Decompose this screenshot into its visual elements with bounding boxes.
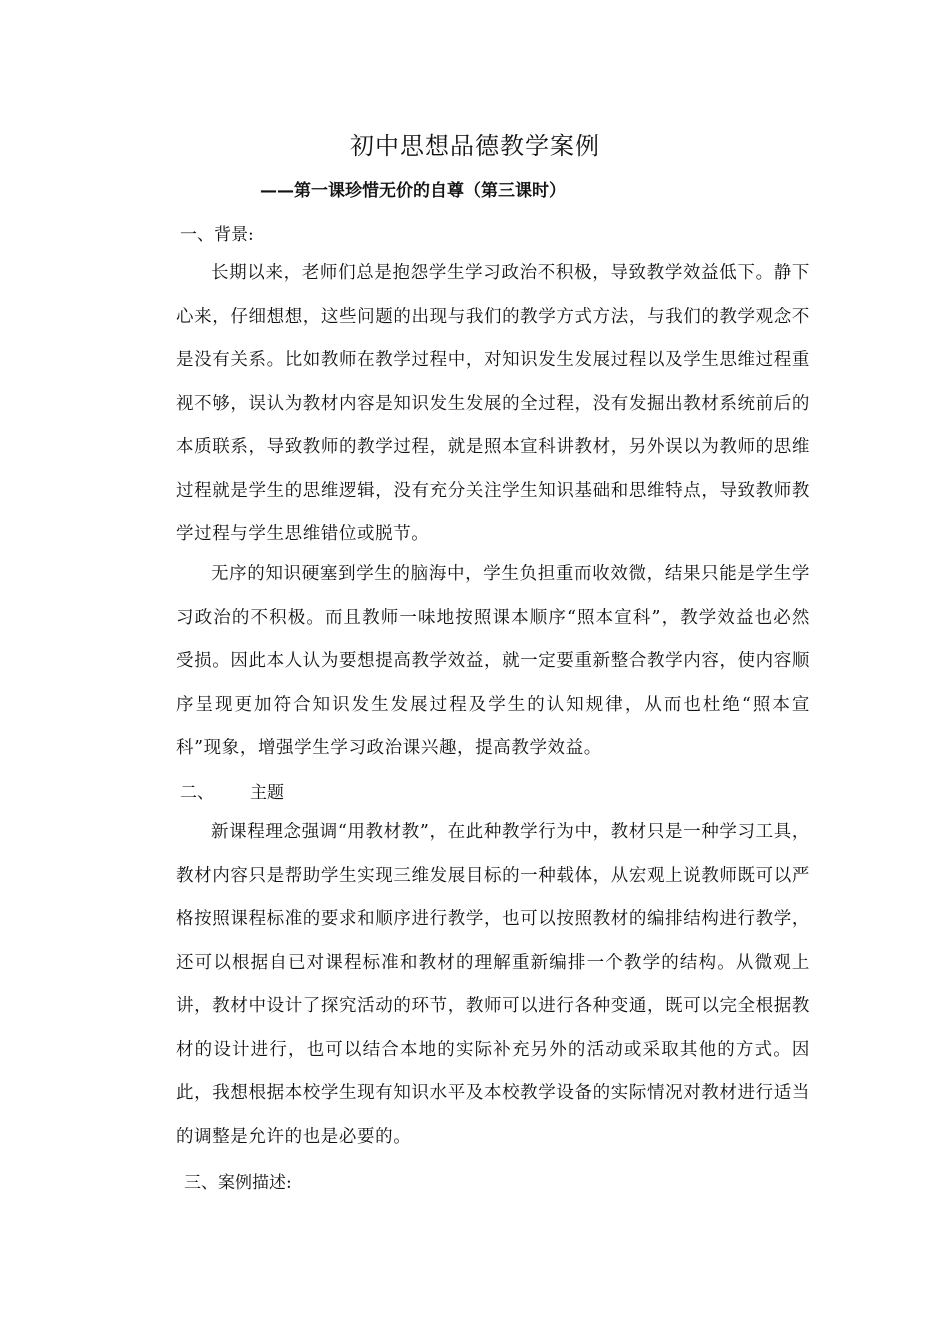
section-heading-background: 一、背景:	[180, 225, 254, 245]
paragraph: 新课程理念强调“用教材教”，在此种教学行为中，教材只是一种学习工具，教材内容只是帮助学生实现三维发展目标的一种载体，从宏观上说教师既可以严格按照课程标准的要求和顺序进行教学，也可以按照教材的编排结构进行教学，还可以根据自已对课程标准和教材的理解重新编排一个教学的结构。从微观上讲，教材中设计了探究活动的环节，教师可以进行各种变通，既可以完全根据教材的设计进行，也可以结合本地的实际补充另外的活动或采取其他的方式。因此，我想根据本校学生现有知识水平及本校教学设备的实际情况对教材进行适当的调整是允许的也是必要的。	[176, 822, 810, 1147]
section-heading-number: 二、	[180, 783, 214, 803]
paragraph: 长期以来，老师们总是抱怨学生学习政治不积极，导致教学效益低下。静下心来，仔细想想，这些问题的出现与我们的教学方式方法，与我们的教学观念不是没有关系。比如教师在教学过程中，对知识发生发展过程以及学生思维过程重视不够，误认为教材内容是知识发生发展的全过程，没有发掘出教材系统前后的本质联系，导致教师的教学过程，就是照本宣科讲教材，另外误以为教师的思维过程就是学生的思维逻辑，没有充分关注学生知识基础和思维特点，导致教师教学过程与学生思维错位或脱节。	[176, 263, 810, 544]
document-title: 初中思想品德教学案例	[350, 132, 600, 160]
section-heading-case-description: 三、案例描述:	[184, 1173, 292, 1193]
section-heading-theme	[180, 778, 284, 803]
section-heading-text: 主题	[250, 783, 284, 803]
paragraph: 无序的知识硬塞到学生的脑海中，学生负担重而收效微，结果只能是学生学习政治的不积极。而且教师一味地按照课本顺序“照本宣科”，教学效益也必然受损。因此本人认为要想提高教学效益，就一定要重新整合教学内容，使内容顺序呈现更加符合知识发生发展过程及学生的认知规律，从而也杜绝“照本宣科”现象，增强学生学习政治课兴趣，提高教学效益。	[176, 564, 810, 758]
document-subtitle: ——第一课珍惜无价的自尊（第三课时）	[260, 181, 566, 201]
